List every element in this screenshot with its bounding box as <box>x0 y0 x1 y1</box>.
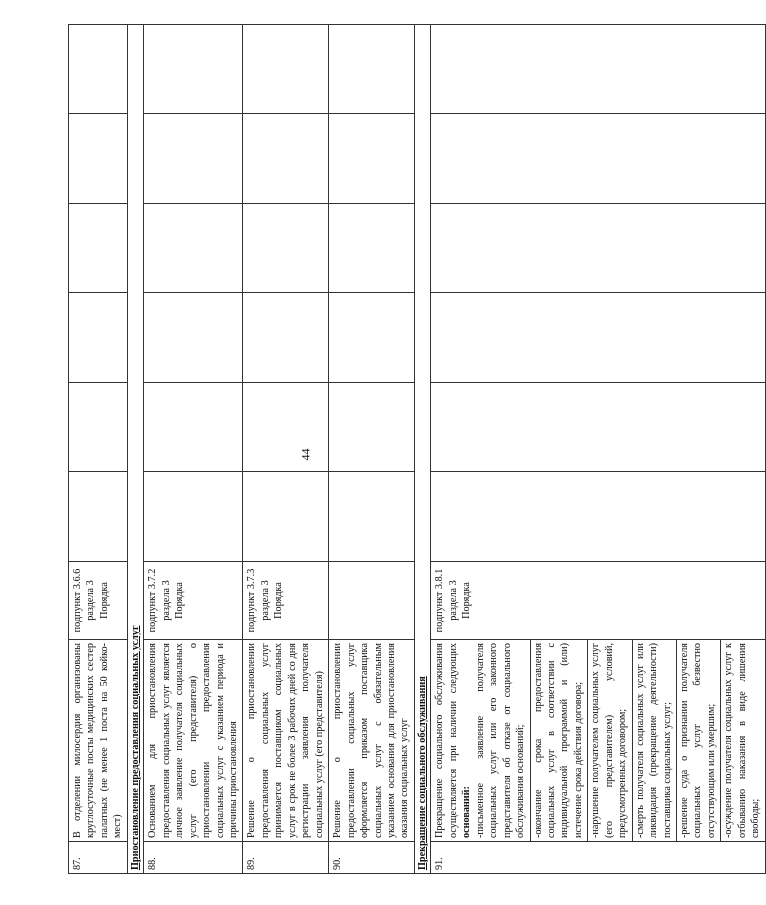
row-number: 89. <box>243 842 329 874</box>
empty-cell <box>329 114 415 204</box>
empty-cell <box>69 472 128 562</box>
row-text: Решение о приостановлении предоставлении социальных услуг оформляется приказом поставщика социальных услуг с обязательным указанием основания для приостановления оказания социальных услуг <box>329 640 415 842</box>
empty-cell <box>243 25 329 115</box>
requirements-table <box>68 24 766 874</box>
empty-cell <box>144 293 243 383</box>
row-number: 91. <box>431 842 765 874</box>
empty-cell <box>243 293 329 383</box>
empty-cell <box>329 293 415 383</box>
row-text: Решение о приостановлении предоставления социальных услуг принимается поставщиком социальных услуг в срок не более 3 рабочих дней со дня регистрации заявления получателя социальных услуг (его представителя) <box>243 640 329 842</box>
row-number: 90. <box>329 842 415 874</box>
empty-cell <box>243 114 329 204</box>
empty-cell <box>69 293 128 383</box>
table-row-90 <box>329 25 415 874</box>
empty-cell <box>329 25 415 115</box>
empty-cell <box>431 383 765 473</box>
empty-cell <box>431 25 765 115</box>
empty-cell <box>431 204 765 294</box>
empty-cell <box>144 25 243 115</box>
row-reference: подпункт 3.6.6 раздела 3 Порядка <box>69 562 128 640</box>
empty-cell <box>431 472 765 562</box>
termination-intro-bold: оснований: <box>461 786 473 838</box>
row-number: 87. <box>69 842 128 874</box>
empty-cell <box>243 472 329 562</box>
empty-cell <box>431 114 765 204</box>
row-text <box>431 640 765 842</box>
row-reference: подпункт 3.8.1 раздела 3 Порядка <box>431 562 765 640</box>
row-number: 88. <box>144 842 243 874</box>
empty-cell <box>329 383 415 473</box>
table-row-87 <box>69 25 128 874</box>
page-number: 44 <box>298 448 313 461</box>
empty-cell <box>144 204 243 294</box>
termination-item: -окончание срока предоставления социальных услуг в соответствии с индивидуальной программой и (или) истечение срока действия договора; <box>530 640 586 841</box>
termination-item: -смерть получателя социальных услуг или ликвидация (прекращение деятельности) поставщика социальных услуг; <box>632 640 674 841</box>
empty-cell <box>329 472 415 562</box>
rotated-table-container <box>68 24 762 874</box>
table-row-91 <box>431 25 765 874</box>
row-reference: подпункт 3.7.3 раздела 3 Порядка <box>243 562 329 640</box>
termination-item: -нарушение получателем социальных услуг (его представителем) условий, предусмотренных договором; <box>587 640 629 841</box>
empty-cell <box>69 204 128 294</box>
empty-cell <box>243 383 329 473</box>
termination-intro: Прекращение социального обслуживания осуществляется при наличии следующих <box>434 643 459 838</box>
section-title: Прекращение социального обслуживания <box>414 25 430 874</box>
row-text: Основанием для приостановления предоставления социальных услуг является личное заявление получателя социальных услуг (его представителя) о приостановлении предоставления социальных услуг с указанием периода и причины приостановления <box>144 640 243 842</box>
section-header-termination <box>414 25 430 874</box>
termination-item: -письменное заявление получателя социальных услуг или его законного представителя об отказе от социального обслуживания оснований; <box>474 643 527 838</box>
empty-cell <box>329 204 415 294</box>
empty-cell <box>69 25 128 115</box>
empty-cell <box>144 114 243 204</box>
empty-cell <box>431 293 765 383</box>
empty-cell <box>243 204 329 294</box>
empty-cell <box>144 383 243 473</box>
section-header-suspension <box>127 25 143 874</box>
termination-item: -осуждение получателя социальных услуг к отбыванию наказания в виде лишения свободы; <box>720 640 762 841</box>
row-reference: подпункт 3.7.2 раздела 3 Порядка <box>144 562 243 640</box>
section-title: Приостановление предоставления социальных услуг <box>127 25 143 874</box>
termination-item: -решение суда о признании получателя социальных услуг безвестно отсутствующим или умершим; <box>676 640 718 841</box>
table-row-88 <box>144 25 243 874</box>
row-text: В отделении милосердия организованы круглосуточные посты медицинских сестер палатных (не менее 1 поста на 50 койко-мест) <box>69 640 128 842</box>
empty-cell <box>69 383 128 473</box>
empty-cell <box>69 114 128 204</box>
table-row-89 <box>243 25 329 874</box>
empty-cell <box>144 472 243 562</box>
row-reference <box>329 562 415 640</box>
